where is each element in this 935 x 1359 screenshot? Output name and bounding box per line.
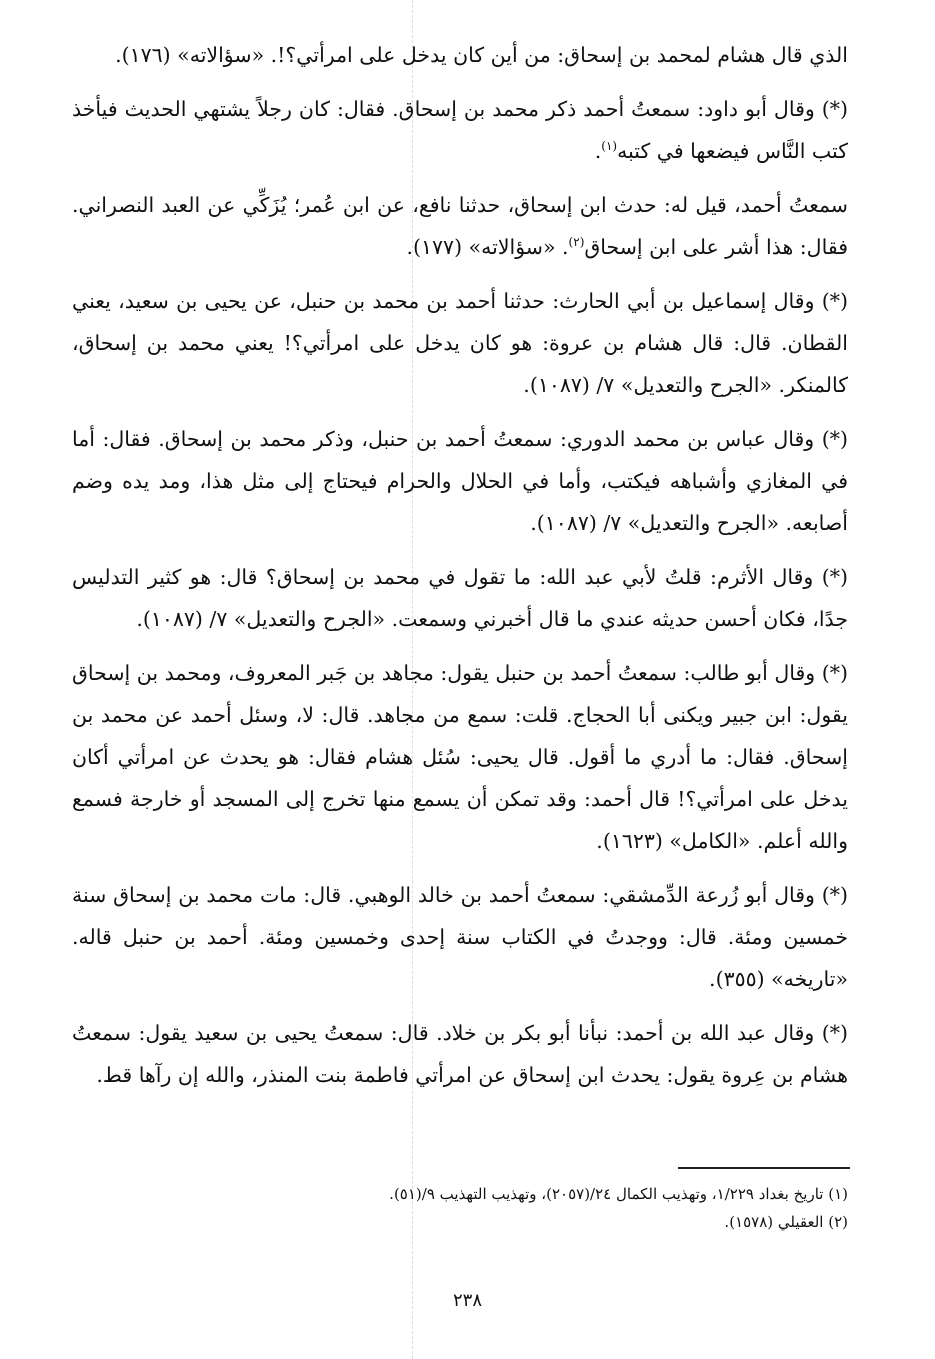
paragraph-6: (*) وقال الأثرم: قلتُ لأبي عبد الله: ما تقول في محمد بن إسحاق؟ قال: هو كثير التدليس جدًا، فكان أحسن حديثه عندي ما قال أخبرني وسمعت. «الجرح والتعديل» ٧/ (١٠٨٧). xyxy=(72,565,848,631)
paragraph-7: (*) وقال أبو طالب: سمعتُ أحمد بن حنبل يقول: مجاهد بن جَبر المعروف، ومحمد بن إسحاق يقول: ابن جبير ويكنى أبا الحجاج. قلت: سمع من مجاهد. قال: لا، وسئل أحمد عن محمد بن إسحاق. فقال: ما أدري ما أقول. قال يحيى: سُئل هشام فقال: هو يحدث عن امرأتي أكان يدخل على امرأتي؟! قال أحمد: وقد تمكن أن يسمع منها تخرج إلى المسجد أو خارجة فسمع والله أعلم. «الكامل» (١٦٢٣). xyxy=(72,661,848,853)
paragraph-3-end: . «سؤالاته» (١٧٧). xyxy=(406,235,569,259)
paragraph-9: (*) وقال عبد الله بن أحمد: نبأنا أبو بكر بن خلاد. قال: سمعتُ يحيى بن سعيد يقول: سمعتُ هشام بن عِروة يقول: يحدث ابن إسحاق عن امرأتي فاطمة بنت المنذر، والله إن رآها قط. xyxy=(72,1021,848,1087)
footnote-1: (١) تاريخ بغداد ١/٢٢٩، وتهذيب الكمال ٢٤/(٢٠٥٧)، وتهذيب التهذيب ٩/(٥١). xyxy=(389,1185,848,1203)
paragraph-5: (*) وقال عباس بن محمد الدوري: سمعتُ أحمد بن حنبل، وذكر محمد بن إسحاق. فقال: أما في المغازي وأشباهه فيكتب، وأما في الحلال والحرام فيحتاج إلى مثل هذا، ومد يده وضم أصابعه. «الجرح والتعديل» ٧/ (١٠٨٧). xyxy=(72,427,848,535)
footnote-ref-1: (١) xyxy=(601,139,618,154)
paragraph-4: (*) وقال إسماعيل بن أبي الحارث: حدثنا أحمد بن محمد بن حنبل، عن يحيى بن سعيد، يعني القطان. قال: قال هشام بن عروة: هو كان يدخل على امرأتي؟! يعني محمد بن إسحاق، كالمنكر. «الجرح والتعديل» ٧/ (١٠٨٧). xyxy=(72,289,848,397)
page-number: ٢٣٨ xyxy=(452,1290,482,1311)
footnote-separator xyxy=(678,1167,850,1169)
footnotes xyxy=(72,1180,848,1236)
paragraph-3 xyxy=(72,184,848,268)
paragraph-2-text: (*) وقال أبو داود: سمعتُ أحمد ذكر محمد بن إسحاق. فقال: كان رجلاً يشتهي الحديث فيأخذ كتب النَّاس فيضعها في كتبه xyxy=(72,97,848,163)
footnote-ref-2: (٢) xyxy=(568,235,585,250)
footnote-2: (٢) العقيلي (١٥٧٨). xyxy=(724,1213,848,1231)
page-body xyxy=(72,30,848,1108)
paragraph-1: الذي قال هشام لمحمد بن إسحاق: من أين كان يدخل على امرأتي؟!. «سؤالاته» (١٧٦). xyxy=(115,43,848,67)
paragraph-2-end: . xyxy=(594,139,602,163)
paragraph-8: (*) وقال أبو زُرعة الدِّمشقي: سمعتُ أحمد بن خالد الوهبي. قال: مات محمد بن إسحاق سنة خمسين ومئة. قال: ووجدتُ في الكتاب سنة إحدى وخمسين ومئة. أحمد بن حنبل قاله. «تاريخه» (٣٥٥). xyxy=(72,883,848,991)
paragraph-3-text: سمعتُ أحمد، قيل له: حدث ابن إسحاق، حدثنا نافع، عن ابن عُمر؛ يُزَكِّي عن العبد النصراني. فقال: هذا أشر على ابن إسحاق xyxy=(72,193,848,259)
paragraph-2 xyxy=(72,88,848,172)
